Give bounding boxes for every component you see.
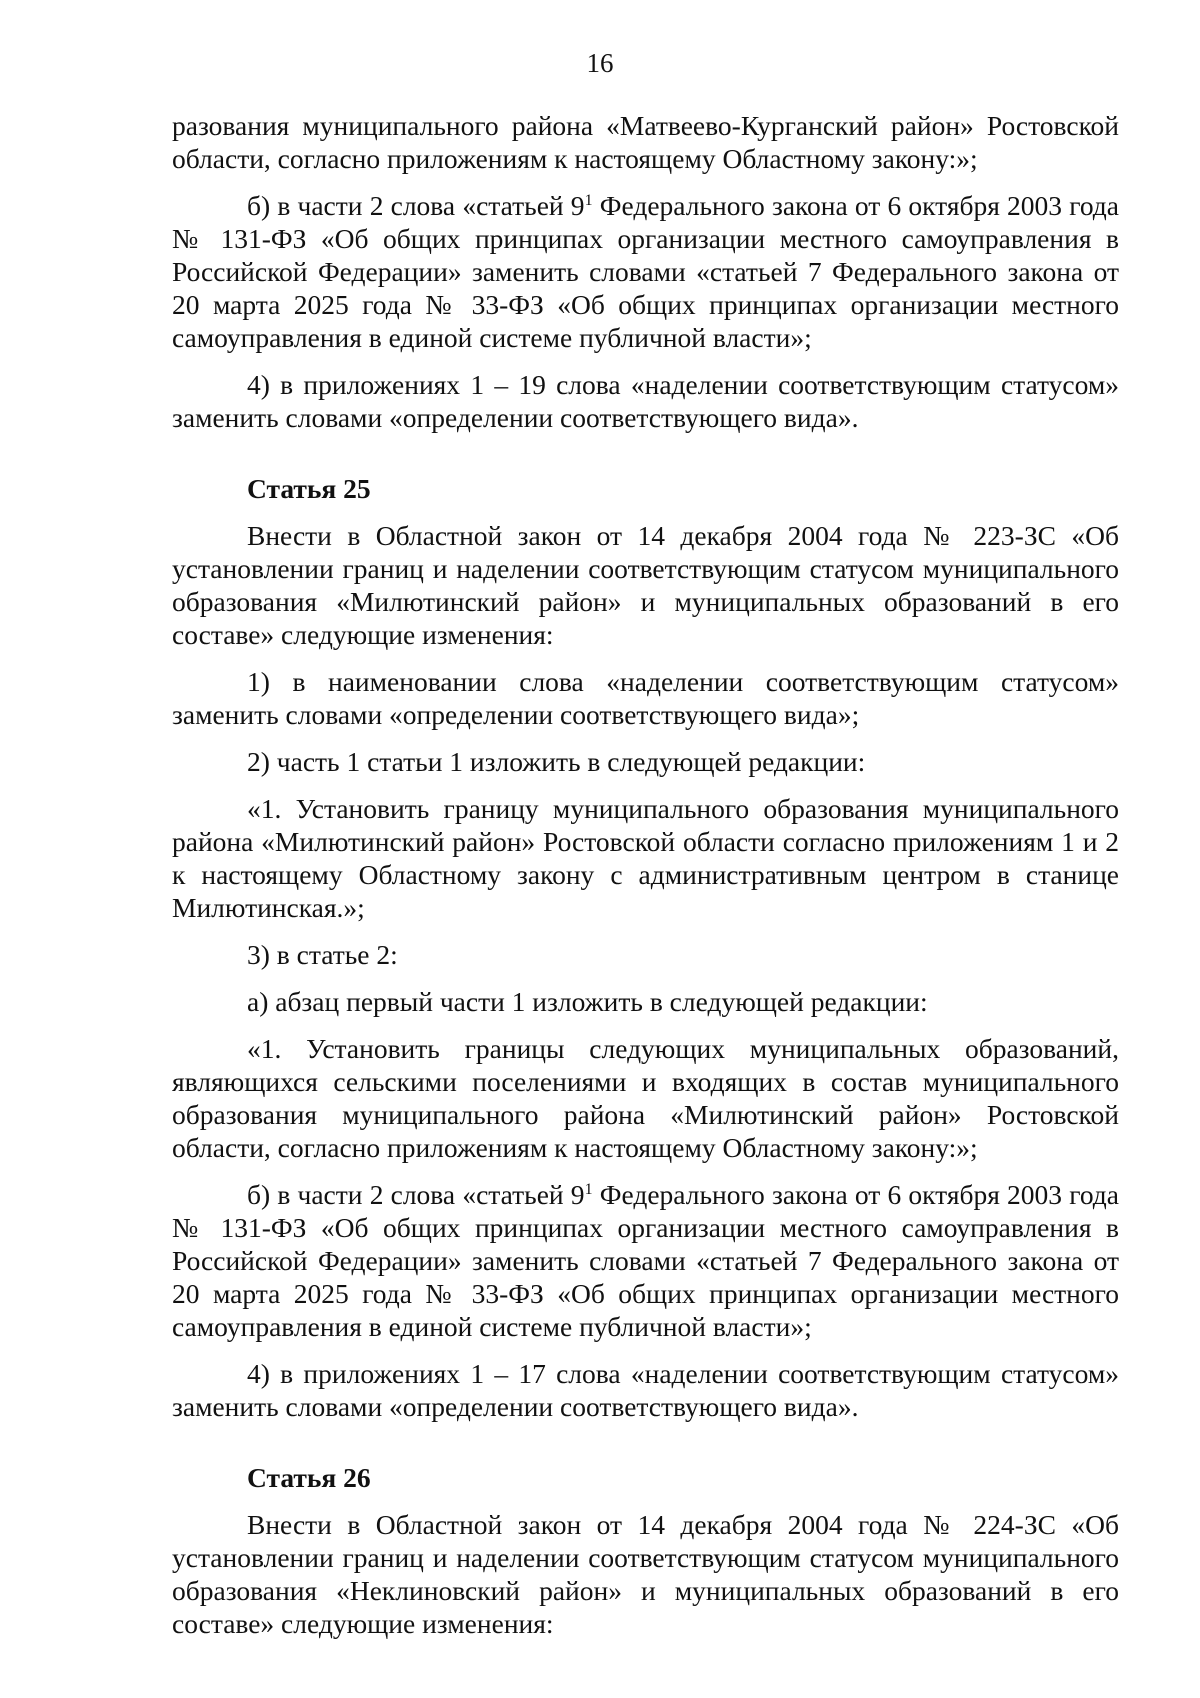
paragraph-amendment-a: а) абзац первый части 1 изложить в следующей редакции: (247, 986, 928, 1017)
document-body (172, 109, 1119, 1640)
paragraph-amendment-4: 4) в приложениях 1 – 19 слова «наделении соответствующим статусом» заменить словами «определении соответствующего вида». (172, 369, 1119, 433)
paragraph-text: Федерального закона от 6 октября 2003 года № 131-ФЗ «Об общих принципах организации местного самоуправления в Российской Федерации» заменить словами «статьей 7 Федерального закона от 20 марта 2025 года № 33-ФЗ «Об общих принципах организации местного самоуправления в единой системе публичной власти»; (172, 1179, 1120, 1342)
article-heading-26: Статья 26 (247, 1462, 371, 1493)
paragraph-article-intro: Внести в Областной закон от 14 декабря 2004 года № 224-ЗС «Об установлении границ и наделении соответствующим статусом муниципального образования «Неклиновский район» и муниципальных образований в его составе» следующие изменения: (172, 1509, 1119, 1639)
paragraph-article-intro: Внести в Областной закон от 14 декабря 2004 года № 223-ЗС «Об установлении границ и наделении соответствующим статусом муниципального образования «Милютинский район» и муниципальных образований в его составе» следующие изменения: (172, 520, 1119, 650)
paragraph-continuation: разования муниципального района «Матвеево-Курганский район» Ростовской области, согласно приложениям к настоящему Областному закону:»; (172, 110, 1119, 174)
paragraph-amendment-b (172, 189, 1119, 354)
paragraph-amendment-b (172, 1178, 1119, 1343)
paragraph-text: Федерального закона от 6 октября 2003 года № 131-ФЗ «Об общих принципах организации местного самоуправления в Российской Федерации» заменить словами «статьей 7 Федерального закона от 20 марта 2025 года № 33-ФЗ «Об общих принципах организации местного самоуправления в единой системе публичной власти»; (172, 190, 1120, 353)
paragraph-amendment-1: 1) в наименовании слова «наделении соответствующим статусом» заменить словами «определении соответствующего вида»; (172, 666, 1119, 730)
paragraph-amendment-3: 3) в статье 2: (247, 939, 398, 970)
article-heading-25: Статья 25 (247, 473, 371, 504)
superscript: 1 (584, 192, 593, 209)
paragraph-amendment-4: 4) в приложениях 1 – 17 слова «наделении соответствующим статусом» заменить словами «определении соответствующего вида». (172, 1358, 1119, 1422)
paragraph-text: б) в части 2 слова «статьей 9 (247, 190, 585, 221)
paragraph-amendment-2: 2) часть 1 статьи 1 изложить в следующей редакции: (247, 746, 866, 777)
paragraph-text: б) в части 2 слова «статьей 9 (247, 1179, 585, 1210)
superscript: 1 (584, 1181, 593, 1198)
page-number: 16 (586, 48, 614, 78)
paragraph-quoted-text: «1. Установить границы следующих муниципальных образований, являющихся сельскими поселениями и входящих в состав муниципального образования муниципального района «Милютинский район» Ростовской области, согласно приложениям к настоящему Областному закону:»; (172, 1033, 1119, 1163)
paragraph-quoted-text: «1. Установить границу муниципального образования муниципального района «Милютинский район» Ростовской области согласно приложениям 1 и 2 к настоящему Областному закону с административным центром в станице Милютинская.»; (172, 793, 1119, 923)
